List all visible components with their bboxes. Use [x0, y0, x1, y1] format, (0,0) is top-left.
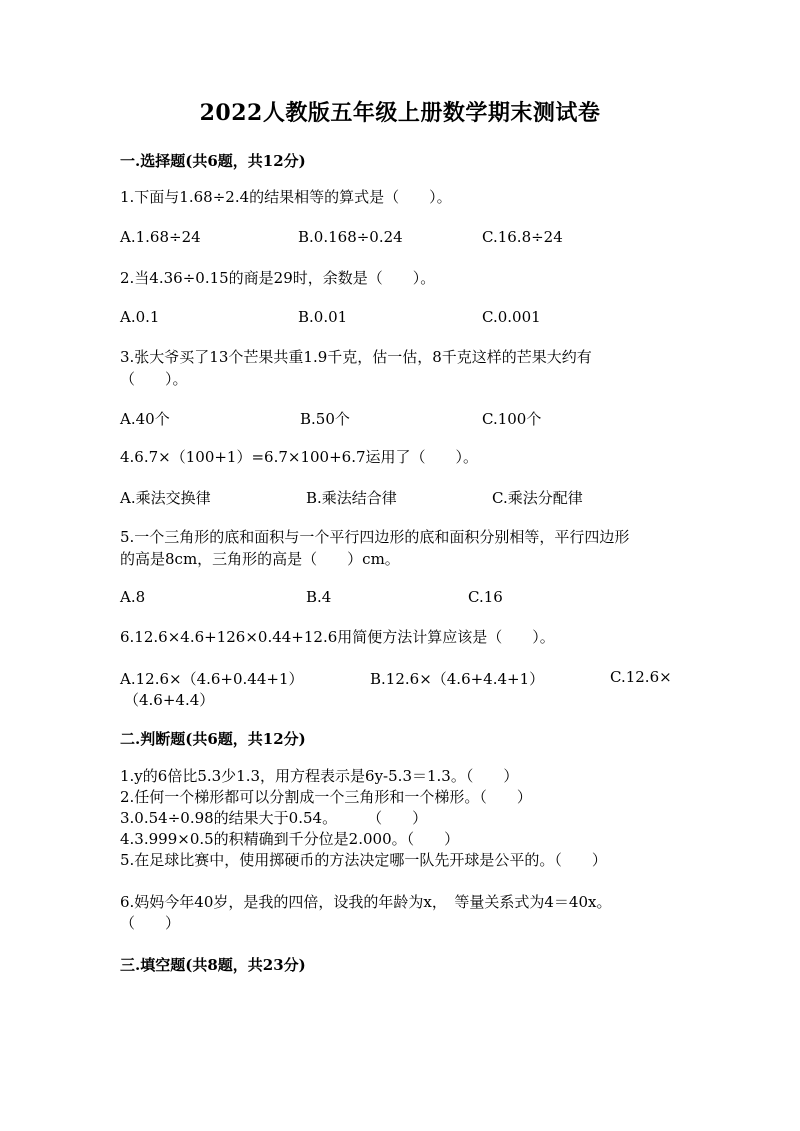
judge-item-6-line-1: 6.妈妈今年40岁，是我的四倍，设我的年龄为x， 等量关系式为4＝40x。 [120, 893, 612, 911]
page-title: 2022人教版五年级上册数学期末测试卷 [199, 100, 601, 126]
question-5-option-c: C.16 [468, 588, 503, 606]
question-2-option-c: C.0.001 [482, 308, 541, 326]
judge-item-1: 1.y的6倍比5.3少1.3，用方程表示是6y-5.3＝1.3。（ ） [120, 767, 519, 785]
question-5-line-2: 的高是8cm，三角形的高是（ ）cm。 [120, 550, 400, 568]
question-1-option-a: A.1.68÷24 [120, 228, 201, 246]
question-6-option-b: B.12.6×（4.6+4.4+1） [370, 670, 545, 688]
question-2: 2.当4.36÷0.15的商是29时，余数是（ ）。 [120, 269, 436, 287]
question-3-line-1: 3.张大爷买了13个芒果共重1.9千克，估一估，8千克这样的芒果大约有 [120, 348, 592, 366]
section-heading-choice: 一.选择题(共6题，共12分) [120, 152, 306, 170]
judge-item-5: 5.在足球比赛中，使用掷硬币的方法决定哪一队先开球是公平的。（ ） [120, 851, 607, 869]
question-3-option-c: C.100个 [482, 410, 542, 428]
judge-item-3: 3.0.54÷0.98的结果大于0.54。 （ ） [120, 809, 428, 827]
question-4-option-c: C.乘法分配律 [492, 489, 583, 507]
judge-item-4: 4.3.999×0.5的积精确到千分位是2.000。（ ） [120, 830, 460, 848]
question-3-option-b: B.50个 [300, 410, 350, 428]
question-1: 1.下面与1.68÷2.4的结果相等的算式是（ ）。 [120, 188, 452, 206]
question-1-option-b: B.0.168÷0.24 [298, 228, 403, 246]
judge-item-2: 2.任何一个梯形都可以分割成一个三角形和一个梯形。（ ） [120, 788, 532, 806]
question-3-option-a: A.40个 [120, 410, 170, 428]
question-4-option-b: B.乘法结合律 [306, 489, 397, 507]
section-heading-judge: 二.判断题(共6题，共12分) [120, 730, 306, 748]
question-2-option-a: A.0.1 [120, 308, 160, 326]
question-6-option-c-cont: （4.6+4.4） [124, 691, 215, 709]
question-4: 4.6.7×（100+1）=6.7×100+6.7运用了（ ）。 [120, 448, 479, 466]
question-6-option-c: C.12.6× [610, 668, 672, 686]
question-6-option-a: A.12.6×（4.6+0.44+1） [120, 670, 304, 688]
judge-item-6-line-2: （ ） [120, 914, 181, 932]
question-1-option-c: C.16.8÷24 [482, 228, 563, 246]
question-4-option-a: A.乘法交换律 [120, 489, 211, 507]
question-2-option-b: B.0.01 [298, 308, 348, 326]
section-heading-fill: 三.填空题(共8题，共23分) [120, 956, 306, 974]
question-5-option-b: B.4 [306, 588, 332, 606]
question-5-option-a: A.8 [120, 588, 146, 606]
question-3-line-2: （ ）。 [120, 370, 188, 388]
question-5-line-1: 5.一个三角形的底和面积与一个平行四边形的底和面积分别相等，平行四边形 [120, 528, 630, 546]
question-6: 6.12.6×4.6+126×0.44+12.6用简便方法计算应该是（ ）。 [120, 628, 555, 646]
